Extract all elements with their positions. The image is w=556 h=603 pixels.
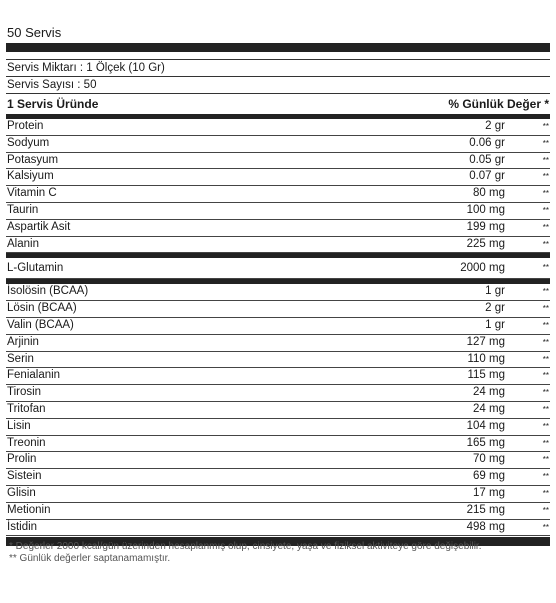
daily-value-mark: ** xyxy=(542,421,549,431)
nutrient-amount: 24 mg xyxy=(473,386,505,399)
nutrient-name: Metionin xyxy=(7,503,51,516)
footnotes xyxy=(9,541,549,565)
table-row xyxy=(6,237,550,254)
nutrient-name: Fenialanin xyxy=(7,369,61,382)
table-row xyxy=(6,520,550,537)
nutrient-name: Kalsiyum xyxy=(7,170,54,183)
nutrient-amount: 70 mg xyxy=(473,453,505,466)
table-row xyxy=(6,220,550,237)
daily-value-mark: ** xyxy=(542,304,549,314)
daily-value-mark: ** xyxy=(542,488,549,498)
nutrient-amount: 165 mg xyxy=(466,436,505,449)
nutrient-group-basic xyxy=(6,119,550,253)
table-row xyxy=(6,153,550,170)
table-row xyxy=(6,419,550,436)
table-row xyxy=(6,368,550,385)
daily-value-mark: ** xyxy=(542,155,549,165)
table-row xyxy=(6,301,550,318)
daily-value-mark: ** xyxy=(542,122,549,131)
nutrient-name: Serin xyxy=(7,352,34,365)
table-row-glutamine xyxy=(6,258,550,279)
nutrient-name: Aspartik Asit xyxy=(7,220,71,233)
nutrient-amount: 100 mg xyxy=(466,203,505,216)
nutrient-amount: 1 gr xyxy=(485,318,505,331)
nutrient-amount: 0.06 gr xyxy=(469,136,505,149)
nutrient-name: İsolösin (BCAA) xyxy=(7,285,89,298)
nutrient-name: Lösin (BCAA) xyxy=(7,302,77,315)
nutrient-name: Valin (BCAA) xyxy=(7,318,74,331)
table-row xyxy=(6,136,550,153)
nutrient-name: Sodyum xyxy=(7,136,50,149)
daily-value-mark: ** xyxy=(542,138,549,148)
nutrient-name: Arjinin xyxy=(7,335,39,348)
footnote-daily-values: * Değerler 2000 kcal/gün üzerinden hesaplanmış olup, cinsiyete, yaşa ve fiziksel aktiviteye göre değişebilir. xyxy=(9,541,482,552)
nutrient-amount: 498 mg xyxy=(466,520,505,533)
table-row xyxy=(6,486,550,503)
serving-size: Servis Miktarı : 1 Ölçek (10 Gr) xyxy=(6,59,550,77)
table-row xyxy=(6,119,550,136)
daily-value-mark: ** xyxy=(542,239,549,249)
daily-value-mark: ** xyxy=(542,337,549,347)
serving-count: Servis Sayısı : 50 xyxy=(6,77,550,94)
nutrient-name: Tirosin xyxy=(7,386,42,399)
nutrient-amount: 2000 mg xyxy=(460,262,505,275)
nutrient-amount: 17 mg xyxy=(473,486,505,499)
table-row xyxy=(6,352,550,369)
nutrient-amount: 0.05 gr xyxy=(469,153,505,166)
daily-value-mark: ** xyxy=(542,287,549,297)
table-header xyxy=(6,94,550,114)
nutrient-amount: 199 mg xyxy=(466,220,505,233)
daily-value-mark: ** xyxy=(542,205,549,215)
nutrient-amount: 80 mg xyxy=(473,187,505,200)
divider-thick xyxy=(6,43,550,52)
nutrient-name: Lisin xyxy=(7,419,31,432)
table-row xyxy=(6,503,550,520)
nutrient-name: İstidin xyxy=(7,520,38,533)
daily-value-mark: ** xyxy=(542,472,549,482)
daily-value-mark: ** xyxy=(542,505,549,515)
nutrient-amount: 2 gr xyxy=(485,120,505,132)
nutrient-amount: 69 mg xyxy=(473,470,505,483)
footnote-not-established: ** Günlük değerler saptanamamıştır. xyxy=(9,553,171,564)
nutrient-name: Taurin xyxy=(7,203,39,216)
table-row xyxy=(6,402,550,419)
daily-value-mark: ** xyxy=(542,522,549,532)
table-row xyxy=(6,203,550,220)
nutrient-name: Glisin xyxy=(7,486,36,499)
nutrient-amount: 115 mg xyxy=(467,369,505,382)
nutrient-name: Treonin xyxy=(7,436,46,449)
nutrient-name: Tritofan xyxy=(7,402,46,415)
table-row xyxy=(6,169,550,186)
nutrient-amount: 225 mg xyxy=(466,237,505,250)
table-row xyxy=(6,385,550,402)
table-row xyxy=(6,186,550,203)
daily-value-mark: ** xyxy=(542,320,549,330)
table-row xyxy=(6,318,550,335)
nutrient-name: Potasyum xyxy=(7,153,59,166)
header-per-serving: 1 Servis Üründe xyxy=(7,97,99,111)
nutrient-group-amino-acids xyxy=(6,284,550,536)
nutrient-amount: 1 gr xyxy=(485,285,505,298)
nutrient-name: Vitamin C xyxy=(7,187,57,200)
daily-value-mark: ** xyxy=(542,404,549,414)
nutrient-amount: 24 mg xyxy=(473,402,505,415)
header-daily-value: % Günlük Değer * xyxy=(448,97,549,111)
table-row xyxy=(6,452,550,469)
table-row xyxy=(6,335,550,352)
nutrient-amount: 104 mg xyxy=(466,419,505,432)
nutrient-name: Prolin xyxy=(7,453,37,466)
nutrient-name: Sistein xyxy=(7,470,42,483)
daily-value-mark: ** xyxy=(542,189,549,199)
nutrient-name: L-Glutamin xyxy=(7,262,64,275)
nutrient-amount: 127 mg xyxy=(466,335,505,348)
table-row xyxy=(6,284,550,301)
nutrient-amount: 110 mg xyxy=(467,352,505,365)
daily-value-mark: ** xyxy=(542,222,549,232)
table-row xyxy=(6,436,550,453)
nutrient-amount: 0.07 gr xyxy=(469,170,505,183)
nutrient-amount: 2 gr xyxy=(485,302,505,315)
daily-value-mark: ** xyxy=(542,455,549,465)
daily-value-mark: ** xyxy=(542,172,549,182)
daily-value-mark: ** xyxy=(542,354,549,364)
daily-value-mark: ** xyxy=(542,263,549,273)
servings-title: 50 Servis xyxy=(7,25,62,40)
nutrient-name: Alanin xyxy=(7,237,39,250)
daily-value-mark: ** xyxy=(542,388,549,398)
nutrient-name: Protein xyxy=(7,120,44,132)
daily-value-mark: ** xyxy=(542,438,549,448)
nutrition-facts-panel xyxy=(6,0,550,546)
daily-value-mark: ** xyxy=(542,371,549,381)
nutrient-amount: 215 mg xyxy=(466,503,505,516)
table-row xyxy=(6,469,550,486)
